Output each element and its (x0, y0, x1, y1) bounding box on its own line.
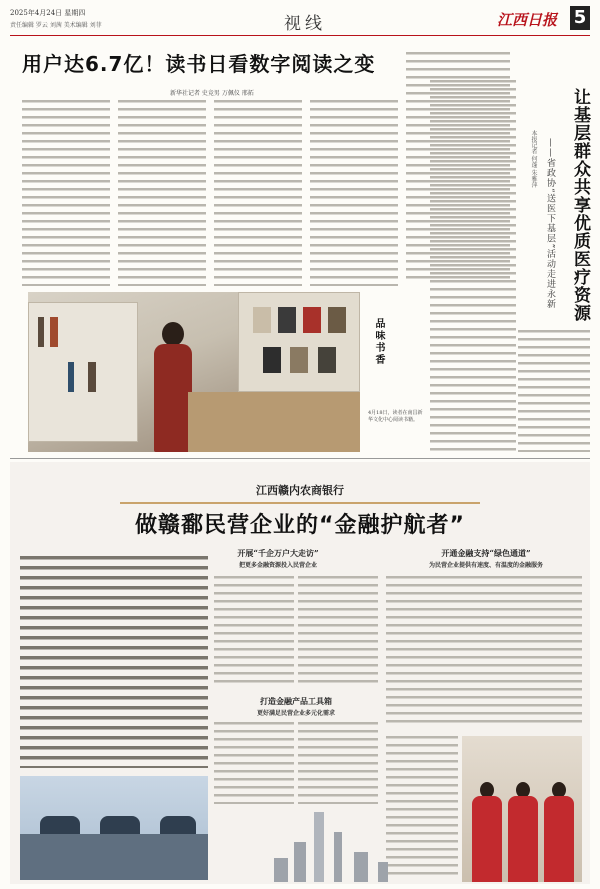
article-text-col-1 (22, 100, 110, 286)
title-ornament (120, 502, 480, 504)
section-heading-2: 开通金融支持“绿色通道” (441, 548, 531, 558)
bank-name: 江西赣内农商银行 (256, 484, 344, 497)
article-byline: 新华社记者 史竞男 万佩仪 邢拓 (170, 90, 254, 97)
reader-photo (28, 292, 360, 452)
section-text-3b (298, 722, 378, 804)
section-divider (10, 458, 590, 459)
right-subtitle: ——省政协“送医下基层”活动走进永新 (545, 138, 555, 310)
section-subheading-3: 更好满足民营企业多元化需求 (256, 710, 335, 717)
right-text-col-2 (518, 330, 590, 452)
section-subheading-2: 为民营企业提供有速度、有温度的金融服务 (428, 562, 543, 569)
section-title: 视线 (284, 14, 326, 34)
section-text-2a (386, 576, 582, 728)
bank-meeting-photo (20, 776, 208, 880)
editor-credits: 责任编辑 罗云 刘茜 美术编辑 刘菲 (10, 22, 102, 29)
photo-caption: 4月18日，读者在南昌新华文化中心阅读书籍。 (368, 410, 423, 423)
masthead (10, 6, 590, 36)
issue-date: 2025年4月24日 星期四 (10, 9, 86, 17)
right-byline: 本报记者 何蓬 朱雅萍 (530, 130, 537, 188)
right-text-col-1 (430, 80, 516, 452)
article-headline: 用户达6.7亿！读书日看数字阅读之变 (22, 52, 376, 76)
city-skyline-graphic (214, 810, 454, 882)
article-text-col-2 (118, 100, 206, 286)
article-text-col-3 (214, 100, 302, 286)
section-heading-3: 打造金融产品工具箱 (260, 696, 332, 706)
section-heading-1: 开展“千企万户大走访” (237, 548, 319, 558)
bank-staff-photo (462, 736, 582, 882)
section-text-1a (214, 576, 294, 688)
bank-headline: 做赣鄱民营企业的“金融护航者” (135, 513, 465, 538)
section-text-1b (298, 576, 378, 688)
section-text-3a (214, 722, 294, 804)
page-number: 5 (570, 6, 590, 30)
article-text-col-4 (310, 100, 398, 286)
right-headline: 让基层群众共享优质医疗资源 (570, 88, 590, 322)
section-subheading-1: 把更多金融资源投入民营企业 (238, 562, 317, 569)
newspaper-logo: 江西日报 (497, 11, 558, 29)
lead-paragraph (20, 556, 208, 768)
photo-caption-title: 品味书香 (373, 318, 384, 366)
